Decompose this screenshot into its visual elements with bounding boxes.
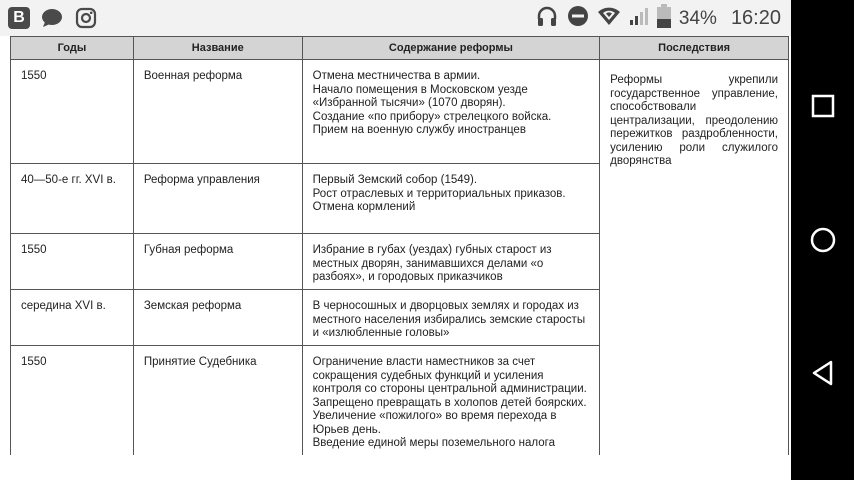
clock: 16:20 [730,7,781,29]
cell-name: Земская реформа [133,290,302,346]
content-line: Избрание в губах (уездах) губных старост из местных дворян, занимавшихся делами «о разбоях», и городовых приказчиков [312,244,552,283]
header-name: Название [133,37,302,60]
cell-year: 1550 [11,346,134,455]
battery-icon [657,4,671,33]
document-page[interactable] [10,36,789,480]
content-line: Запрещено превращать в холопов детей боярских. [312,396,587,409]
cell-content [302,290,600,346]
back-triangle-icon [810,359,836,387]
cell-year: 1550 [11,234,134,290]
signal-icon [629,6,649,31]
cell-content [302,60,600,164]
header-consequences: Последствия [600,37,789,60]
do-not-disturb-icon [567,5,589,32]
cell-content [302,234,600,290]
back-button[interactable] [807,357,839,389]
vk-icon: B [8,7,30,29]
navigation-bar [791,0,854,480]
content-line: Прием на военную службу иностранцев [312,124,526,136]
headphones-icon [535,4,559,33]
cell-name: Принятие Судебника [133,346,302,455]
cell-name: Губная реформа [133,234,302,290]
chat-icon [40,6,64,30]
content-line: Рост отраслевых и территориальных приказов. [312,187,566,200]
cell-year: 40—50-е гг. XVI в. [11,164,134,234]
content-line: Начало помещения в Московском уезде «Избранной тысячи» (1070 дворян). [312,83,528,109]
circle-icon [809,226,837,254]
recents-button[interactable] [807,90,839,122]
content-line: Создание «по прибору» стрелецкого войска. [312,110,552,123]
header-content: Содержание реформы [302,37,600,60]
cell-content [302,164,600,234]
content-line: Отмена кормлений [312,201,416,213]
cell-consequences: Реформы укрепили государственное управление, способствовали централизации, преодолению пережитков раздробленности, усилению роли служилого дворянства [600,60,789,455]
square-icon [811,94,835,118]
cell-name: Реформа управления [133,164,302,234]
cell-name: Военная реформа [133,60,302,164]
cell-content [302,346,600,455]
battery-percent: 34% [678,7,717,29]
table-header-row [11,37,789,60]
content-line: Увеличение «пожилого» во время перехода в Юрьев день. [312,410,557,436]
cell-year: 1550 [11,60,134,164]
content-line: Отмена местничества в армии. [312,70,481,82]
home-button[interactable] [807,224,839,256]
reforms-table [10,36,789,455]
instagram-icon [74,6,98,30]
content-line: Введение единой меры поземельного налога [312,437,555,449]
cell-year: середина XVI в. [11,290,134,346]
table-row [11,60,789,164]
wifi-icon [597,6,621,31]
content-line: Первый Земский собор (1549). [312,174,478,186]
content-line: В черносошных и дворцовых землях и городах из местного населения избирались земские старосты и «излюбленные головы» [312,300,586,339]
status-bar [0,0,791,36]
header-years: Годы [11,37,134,60]
content-line: Ограничение власти наместников за счет сокращения судебных функций и усиления контроля со стороны центральной администрации. [312,356,587,395]
